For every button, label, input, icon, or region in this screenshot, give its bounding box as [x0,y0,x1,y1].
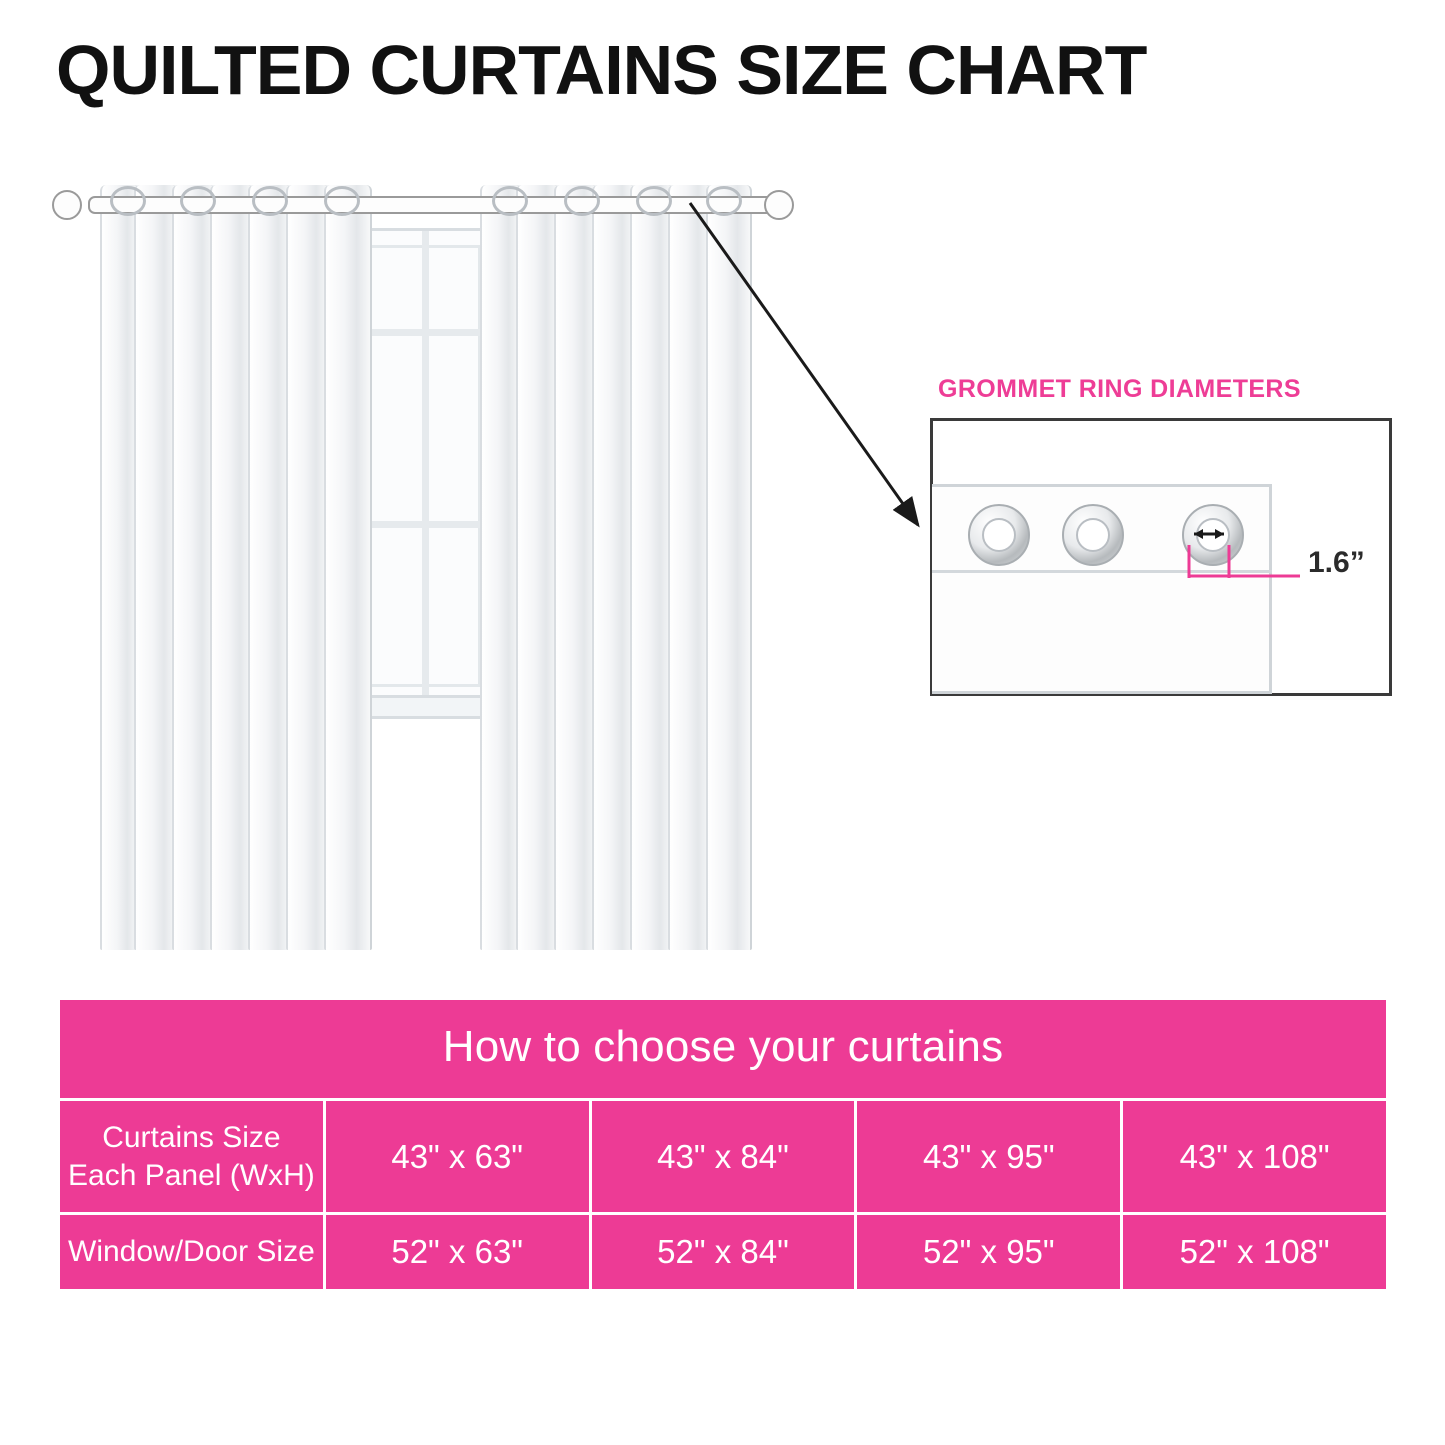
grommet-ring-icon [252,186,288,216]
row-label-curtain-size: Curtains Size Each Panel (WxH) [59,1100,325,1214]
curtain-pleat [324,185,372,950]
window-mullion-vertical [422,231,429,701]
window-mullion-horizontal-top [355,329,495,336]
cell-window-size-4: 52" x 108" [1122,1214,1388,1291]
cell-curtain-size-4: 43" x 108" [1122,1100,1388,1214]
grommet-diameter-value: 1.6” [1308,546,1365,579]
window-mullion-horizontal-bottom [355,521,495,528]
table-header-row [59,999,1388,1100]
curtain-panel-right [480,185,748,950]
cell-curtain-size-2: 43" x 84" [590,1100,856,1214]
grommet-ring-icon [492,186,528,216]
cell-curtain-size-1: 43" x 63" [324,1100,590,1214]
grommet-ring-icon [1062,504,1124,566]
grommet-ring-icon [968,504,1030,566]
grommet-ring-icon [1182,504,1244,566]
curtain-rod-finial-right [764,190,794,220]
grommet-ring-icon [324,186,360,216]
table-row [59,1100,1388,1214]
page-title: QUILTED CURTAINS SIZE CHART [56,31,1147,109]
cell-window-size-2: 52" x 84" [590,1214,856,1291]
grommet-ring-icon [636,186,672,216]
grommet-ring-icon [706,186,742,216]
cell-curtain-size-3: 43" x 95" [856,1100,1122,1214]
table-row [59,1214,1388,1291]
grommet-ring-icon [110,186,146,216]
size-table [57,997,1389,1292]
window-graphic [352,228,498,704]
cell-window-size-1: 52" x 63" [324,1214,590,1291]
grommet-detail-fabric-seam [932,570,1272,573]
curtain-panel-left [100,185,368,950]
grommet-ring-icon [564,186,600,216]
curtain-rod-finial-left [52,190,82,220]
table-title: How to choose your curtains [59,999,1388,1100]
row-label-window-size: Window/Door Size [59,1214,325,1291]
cell-window-size-3: 52" x 95" [856,1214,1122,1291]
size-table-wrapper [57,997,1389,1292]
grommet-ring-icon [180,186,216,216]
grommet-detail-heading: GROMMET RING DIAMETERS [938,375,1301,403]
curtain-pleat [706,185,752,950]
